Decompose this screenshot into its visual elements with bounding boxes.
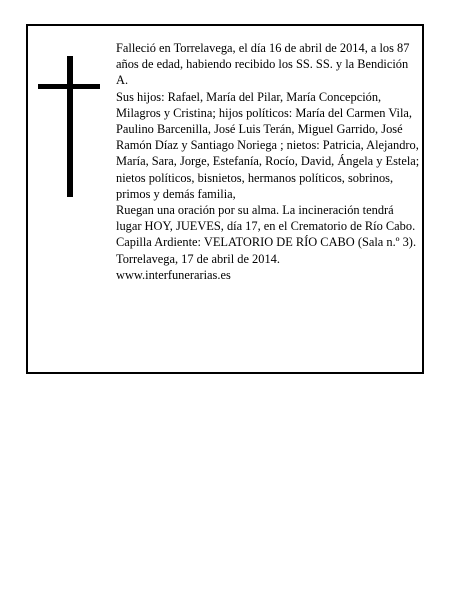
ceremony-details: Ruegan una oración por su alma. La incineración tendrá lugar HOY, JUEVES, día 17, en el Crematorio de Río Cabo. Capilla Ardiente: VELATORIO DE RÍO CABO (Sala n.º 3). — [116, 203, 417, 250]
cross-horizontal-bar — [38, 84, 100, 89]
website: www.interfunerarias.es — [116, 267, 231, 282]
obituary-notice — [26, 24, 424, 374]
place-date: Torrelavega, 17 de abril de 2014. — [116, 251, 280, 266]
death-announcement: Falleció en Torrelavega, el día 16 de abril de 2014, a los 87 años de edad, habiendo recibido los SS. SS. y la Bendición A. — [116, 41, 410, 88]
family-list: Sus hijos: Rafael, María del Pilar, María Concepción, Milagros y Cristina; hijos políticos: María del Carmen Vila, Paulino Barcenilla, José Luis Terán, Miguel Garrido, José Ramón Díaz y Santiago Noriega ; nietos: Patricia, Alejandro, María, Sara, Jorge, Estefanía, Rocío, David, Ángela y Estela; nietos políticos, bisnietos, hermanos políticos, sobrinos, primos y demás familia, — [116, 89, 420, 201]
obituary-text — [116, 40, 420, 283]
cross-vertical-bar — [67, 56, 73, 197]
